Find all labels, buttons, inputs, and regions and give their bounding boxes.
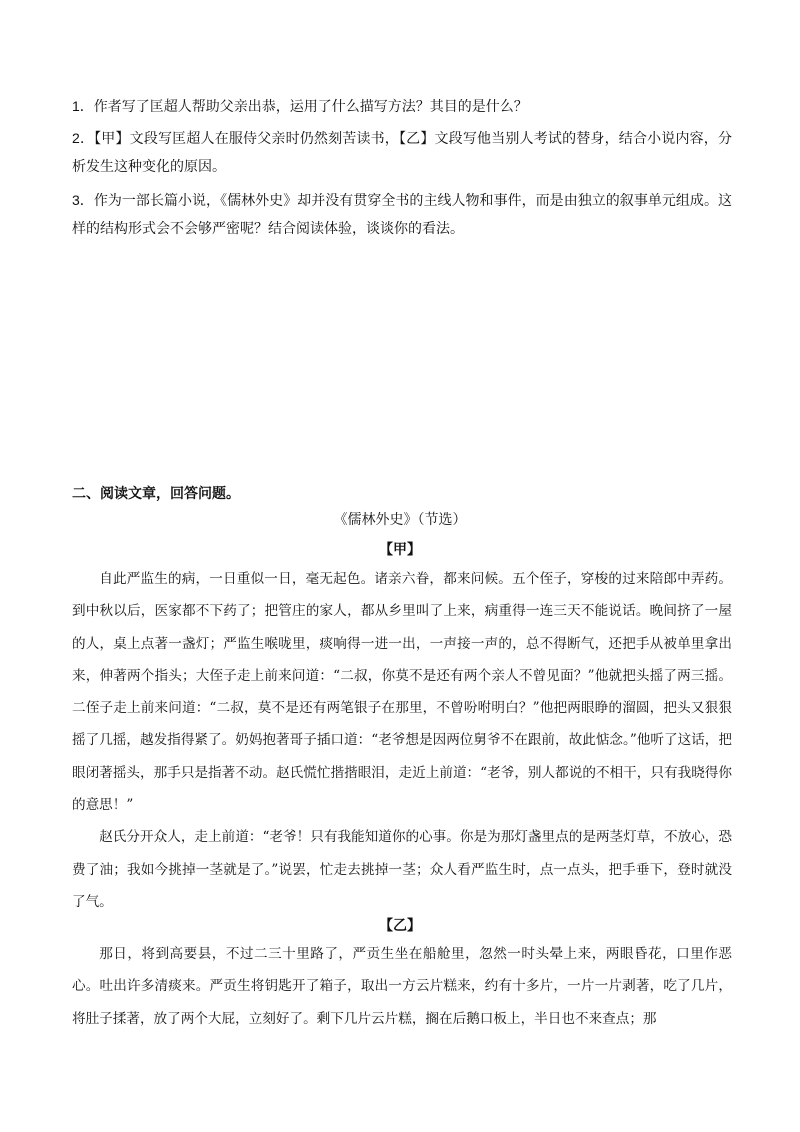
question-1-text: 1．作者写了匡超人帮助父亲出恭，运用了什么描写方法？其目的是什么？ [72, 98, 528, 114]
part-a-paragraph: 自此严监生的病，一日重似一日，毫无起色。诸亲六眷，都来问候。五个侄子，穿梭的过来陪郎中弄药。到中秋以后，医家都不下药了；把管庄的家人，都从乡里叫了上来，病重得一连三天不能说话。晚间挤了一屋的人，桌上点著一盏灯；严监生喉咙里，痰响得一进一出，一声接一声的，总不得断气，还把手从被单里拿出来，伸著两个指头；大侄子走上前来问道：“二叔，你莫不是还有两个亲人不曾见面？”他就把头摇了两三摇。二侄子走上前来问道：“二叔，莫不是还有两笔银子在那里，不曾吩咐明白？”他把两眼睁的溜圆，把头又狠狠摇了几摇，越发指得紧了。奶妈抱著哥子插口道：“老爷想是因两位舅爷不在跟前，故此惦念。”他听了这话，把眼闭著摇头，那手只是指著不动。赵氏慌忙揩揩眼泪，走近上前道：“老爷，别人都说的不相干，只有我晓得你的意思！” [72, 571, 732, 814]
section-heading: 二、阅读文章，回答问题。 [72, 485, 240, 501]
question-3 [72, 186, 732, 242]
part-a-label: 【甲】 [379, 541, 421, 557]
part-a-text [72, 563, 732, 918]
question-3-text: 3．作为一部长篇小说，《儒林外史》却并没有贯穿全书的主线人物和事件，而是由独立的叙事单元组成。这样的结构形式会不会够严密呢？结合阅读体验，谈谈你的看法。 [72, 192, 732, 236]
part-b-paragraph: 那日，将到高要县，不过二三十里路了，严贡生坐在船舱里，忽然一时头晕上来，两眼昏花，口里作恶心。吐出许多清痰来。严贡生将钥匙开了箱子，取出一方云片糕来，约有十多片，一片一片剥著，吃了几片，将肚子揉著，放了两个大屁，立刻好了。剩下几片云片糕，搁在后鹅口板上，半日也不来查点；那 [72, 946, 732, 1027]
part-a-paragraph: 赵氏分开众人，走上前道：“老爷！只有我能知道你的心事。你是为那灯盏里点的是两茎灯草，不放心，恐费了油；我如今挑掉一茎就是了。”说罢，忙走去挑掉一茎；众人看严监生时，点一点头，把手垂下，登时就没了气。 [72, 829, 732, 910]
part-b-text [72, 938, 732, 1035]
work-title: 《儒林外史》（节选） [333, 512, 467, 528]
question-2-text: 2．【甲】文段写匡超人在服侍父亲时仍然刻苦读书，【乙】文段写他当别人考试的替身，结合小说内容，分析发生这种变化的原因。 [72, 130, 732, 174]
part-b-label: 【乙】 [379, 917, 421, 933]
question-2 [72, 124, 732, 180]
question-1 [72, 92, 732, 120]
